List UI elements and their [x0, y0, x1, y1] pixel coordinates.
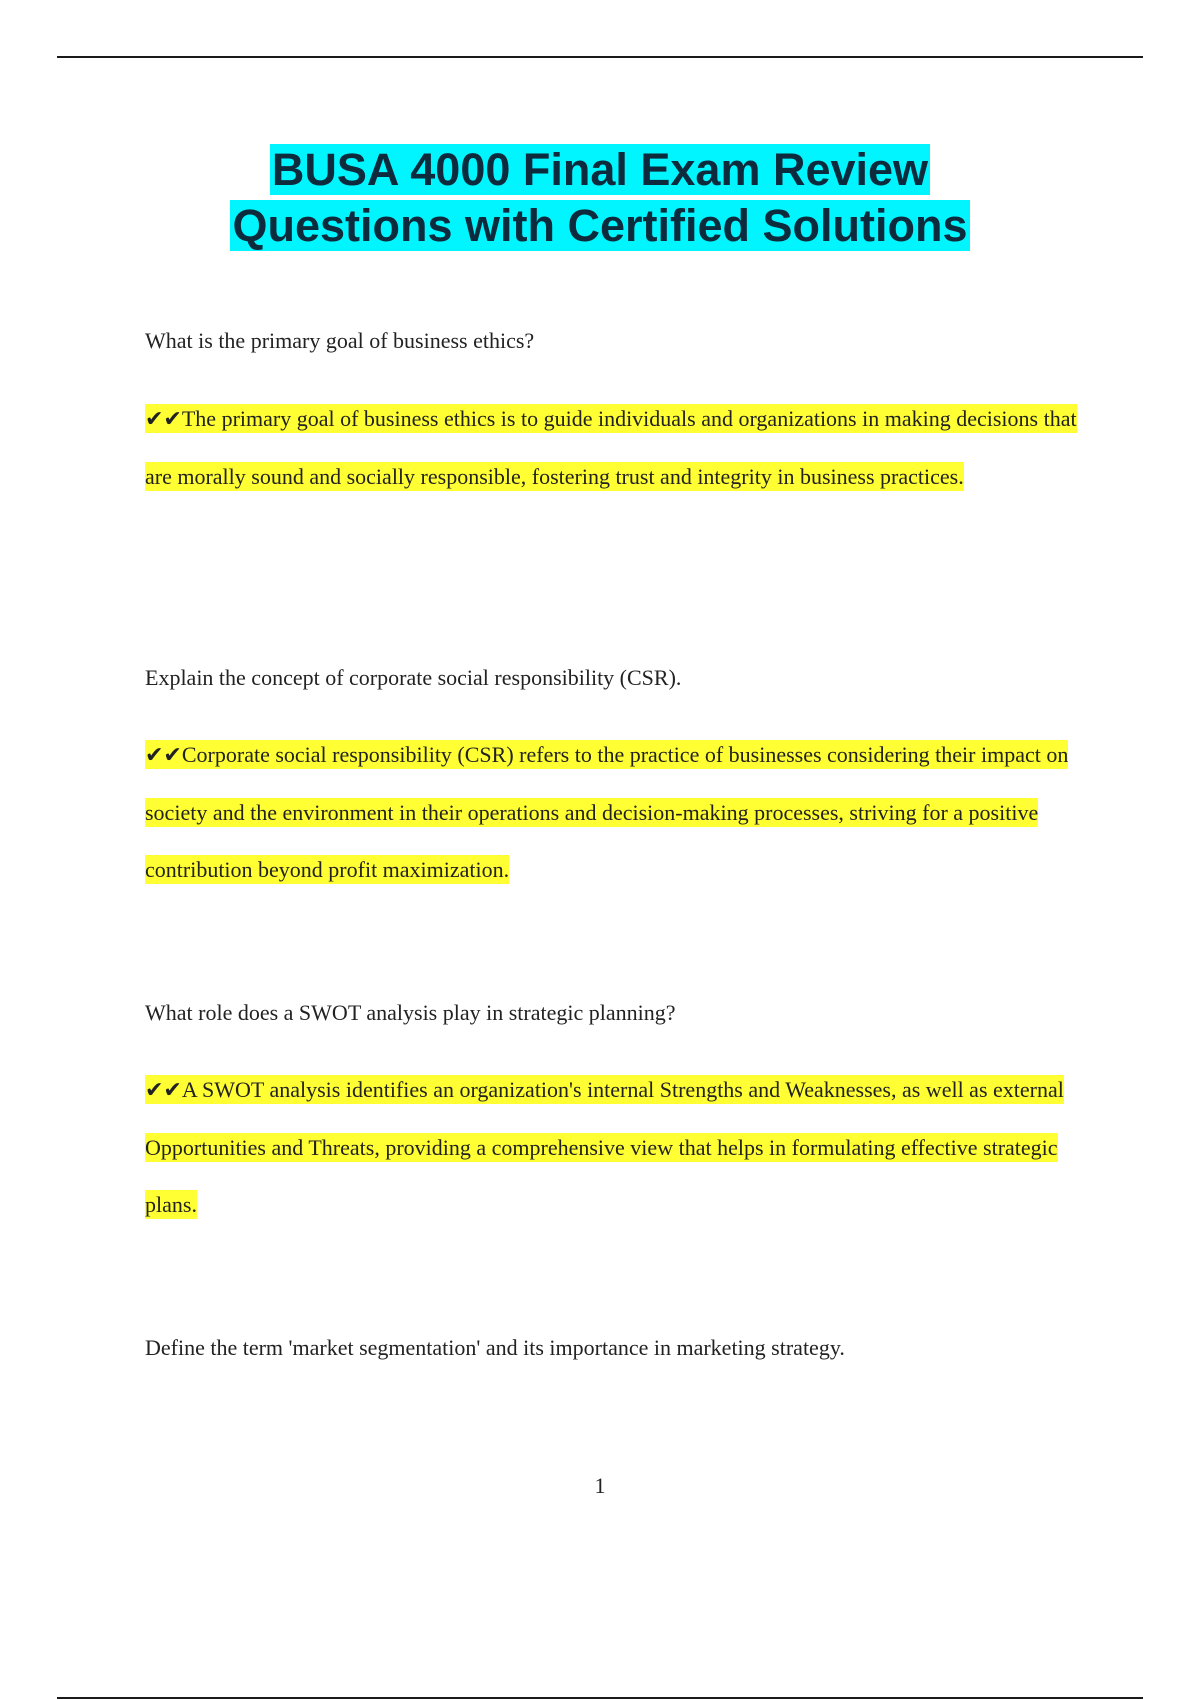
question-1: What is the primary goal of business ethics?	[145, 328, 535, 353]
question-4: Define the term 'market segmentation' and its importance in marketing strategy.	[145, 1335, 845, 1360]
answer-1-text: ✔✔The primary goal of business ethics is to guide individuals and organizations in making decisions that are morally sound and socially responsible, fostering trust and integrity in business practices.	[145, 406, 1077, 489]
answer-2-text: ✔✔Corporate social responsibility (CSR) refers to the practice of businesses considering their impact on society and the environment in their operations and decision-making processes, striving for a positive contribution beyond profit maximization.	[145, 742, 1069, 882]
title-line-1: BUSA 4000 Final Exam Review	[271, 144, 929, 195]
page-number: 1	[594, 1473, 606, 1498]
top-rule	[57, 56, 1143, 58]
question-2: Explain the concept of corporate social responsibility (CSR).	[145, 665, 682, 690]
answer-3-text: ✔✔A SWOT analysis identifies an organization's internal Strengths and Weaknesses, as well as external Opportunities and Threats, providing a comprehensive view that helps in formulating effective strategic plans.	[145, 1077, 1064, 1217]
title-line-2: Questions with Certified Solutions	[232, 200, 968, 251]
answer-1	[145, 390, 1095, 505]
answer-2	[145, 726, 1095, 899]
bottom-rule	[57, 1697, 1143, 1699]
answer-3	[145, 1061, 1095, 1234]
question-3: What role does a SWOT analysis play in strategic planning?	[145, 1000, 676, 1025]
document-title	[0, 142, 1200, 254]
